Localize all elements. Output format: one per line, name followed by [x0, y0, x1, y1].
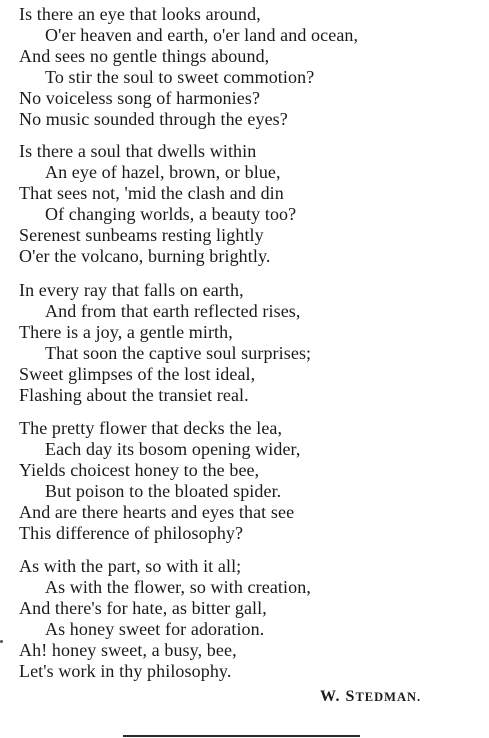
- poem-line: This difference of philosophy?: [19, 523, 244, 543]
- poem-line: That sees not, 'mid the clash and din: [19, 183, 284, 203]
- poem-line: An eye of hazel, brown, or blue,: [45, 162, 281, 182]
- poem-line: No voiceless song of harmonies?: [19, 88, 261, 108]
- poem-line: The pretty flower that decks the lea,: [19, 418, 283, 438]
- poem-line: Of changing worlds, a beauty too?: [45, 204, 297, 224]
- poem-line: And from that earth reflected rises,: [45, 301, 301, 321]
- poem-line: O'er the volcano, burning brightly.: [19, 246, 271, 266]
- poem-line: Ah! honey sweet, a busy, bee,: [19, 640, 237, 660]
- section-divider-rule: [123, 735, 360, 737]
- poem-line: And are there hearts and eyes that see: [19, 502, 295, 522]
- poem-line: That soon the captive soul surprises;: [45, 343, 312, 363]
- poem-line: As honey sweet for adoration.: [45, 619, 265, 639]
- author-signature: [320, 688, 421, 706]
- poem-line: As with the part, so with it all;: [19, 556, 242, 576]
- poem-line: Sweet glimpses of the lost ideal,: [19, 364, 256, 384]
- poem-line: And sees no gentle things abound,: [19, 46, 270, 66]
- poem-line: Serenest sunbeams resting lightly: [19, 225, 264, 245]
- poem-line: As with the flower, so with creation,: [45, 577, 311, 597]
- poem-line: There is a joy, a gentle mirth,: [19, 322, 233, 342]
- poem-line: O'er heaven and earth, o'er land and ocean,: [45, 25, 359, 45]
- signature-surname: TEDMAN.: [355, 690, 422, 704]
- poem-line: And there's for hate, as bitter gall,: [19, 598, 267, 618]
- print-speck: [0, 640, 3, 643]
- poem-line: To stir the soul to sweet commotion?: [45, 67, 315, 87]
- poem-line: Yields choicest honey to the bee,: [19, 460, 260, 480]
- poem-line: No music sounded through the eyes?: [19, 109, 288, 129]
- poem-line: Is there a soul that dwells within: [19, 141, 257, 161]
- signature-initial: W. S: [320, 688, 356, 705]
- poem-line: In every ray that falls on earth,: [19, 280, 244, 300]
- poem-line: But poison to the bloated spider.: [45, 481, 282, 501]
- poem-line: Flashing about the transiet real.: [19, 385, 249, 405]
- poem-line: Each day its bosom opening wider,: [45, 439, 301, 459]
- poem-line: Is there an eye that looks around,: [19, 4, 261, 24]
- poem-line: Let's work in thy philosophy.: [19, 661, 232, 681]
